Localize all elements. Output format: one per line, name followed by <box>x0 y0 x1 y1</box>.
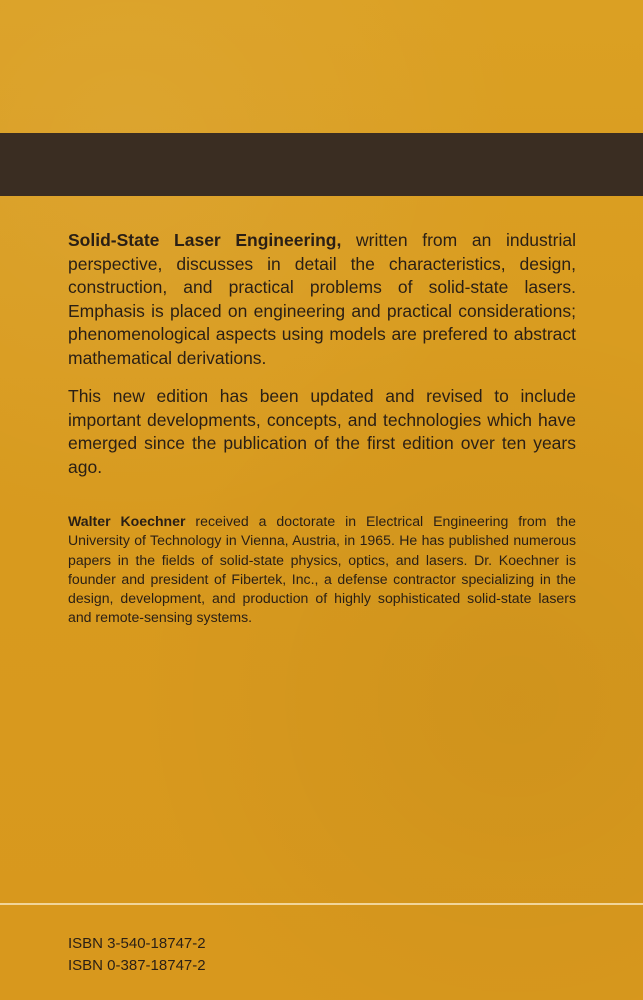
author-bio-text: received a doctorate in Electrical Engineering from the University of Technology in Vienna, Austria, in 1965. He has published numerous papers in the fields of solid-state physics, optics, and lasers. Dr. Koechner is founder and president of Fibertek, Inc., a defense contractor specializing in the design, development, and production of highly sophisticated solid-state lasers and remote-sensing systems. <box>68 513 576 626</box>
author-bio <box>68 512 576 628</box>
isbn-1: ISBN 3-540-18747-2 <box>68 935 206 952</box>
dark-stripe <box>0 133 643 196</box>
divider-line <box>0 903 643 905</box>
description-paragraph-1 <box>68 229 576 370</box>
isbn-2: ISBN 0-387-18747-2 <box>68 957 206 974</box>
description-paragraph-2: This new edition has been updated and revised to include important developments, concepts, and technologies which have emerged since the publication of the first edition over ten years ago. <box>68 386 576 477</box>
description-paragraph-1-text: written from an industrial perspective, discusses in detail the characteristics, design, construction, and practical problems of solid-state lasers. Emphasis is placed on engineering and practical considerations; phenomenological aspects using models are prefered to abstract mathematical derivations. <box>68 230 576 368</box>
book-description <box>68 229 576 494</box>
isbn-block <box>68 933 206 977</box>
author-name: Walter Koechner <box>68 513 186 529</box>
book-title: Solid-State Laser Engineering, <box>68 230 342 250</box>
